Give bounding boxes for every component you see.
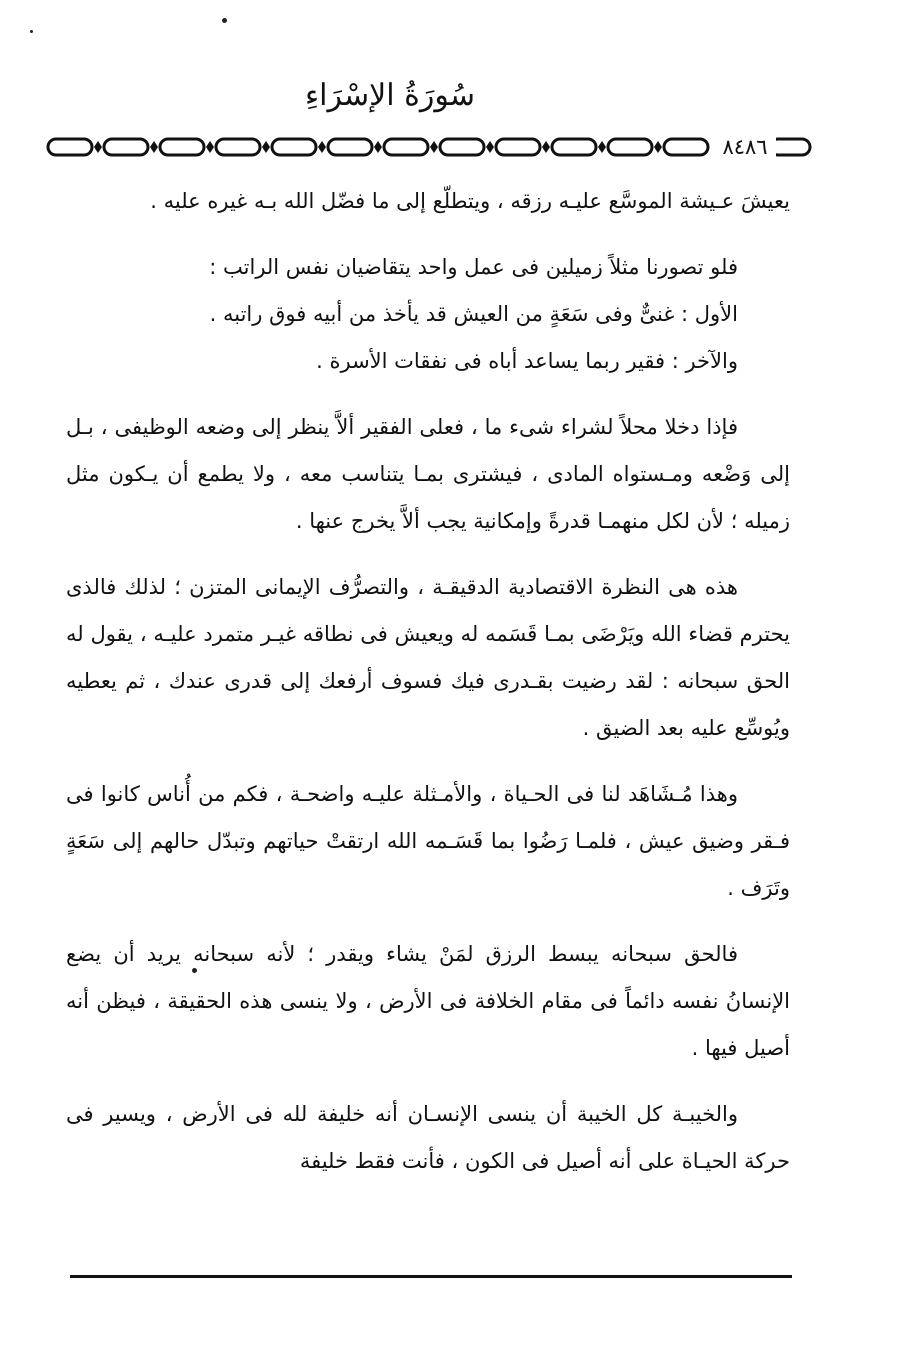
surah-title: سُورَةُ الإسْرَاءِ xyxy=(305,78,475,113)
scan-speck xyxy=(192,968,197,973)
paragraph: الأول : غنىٌّ وفى سَعَةٍ من العيش قد يأخذ من أبيه فوق راتبه . xyxy=(209,302,738,326)
scan-speck xyxy=(222,18,227,23)
ornamental-chain-divider xyxy=(44,134,814,160)
footer-rule xyxy=(70,1275,792,1278)
body-text xyxy=(66,178,790,1185)
paragraph: فالحق سبحانه يبسط الرزق لمَنْ يشاء ويقدر ؛ لأنه سبحانه يريد أن يضع الإنسانُ نفسه دائماً فى مقام الخلافة فى الأرض ، ولا ينسى هذه الحقيقة ، فيظن أنه أصيل فيها . xyxy=(66,942,790,1060)
paragraph: يعيشَ عـيشة الموسَّع عليـه رزقه ، ويتطلّع إلى ما فضّل الله بـه غيره عليه . xyxy=(150,189,790,213)
paragraph: فلو تصورنا مثلاً زميلين فى عمل واحد يتقاضيان نفس الراتب : xyxy=(209,255,738,279)
paragraph: فإذا دخلا محلاً لشراء شىء ما ، فعلى الفقير ألاَّ ينظر إلى وضعه الوظيفى ، بـل إلى وَضْعه ومـستواه المادى ، فيشترى بمـا يتناسب معه ، ولا يطمع أن يـكون مثل زميله ؛ لأن لكل منهمـا قدرةً وإمكانية يجب ألاَّ يخرج عنها . xyxy=(66,415,790,533)
scan-speck xyxy=(30,30,33,33)
paragraph: هذه هى النظرة الاقتصادية الدقيقـة ، والتصرُّف الإيمانى المتزن ؛ لذلك فالذى يحترم قضاء الله ويَرْضَى بمـا قَسَمه له ويعيش فى نطاقه غيـر متمرد عليـه ، يقول له الحق سبحانه : لقد رضيت بقـدرى فيك فسوف أرفعك إلى قدرى عندك ، ثم يعطيه ويُوسِّع عليه بعد الضيق . xyxy=(66,575,790,740)
page-number: ٨٤٨٦ xyxy=(714,134,776,160)
paragraph: وهذا مُـشَاهَد لنا فى الحـياة ، والأمـثلة عليـه واضحـة ، فكم من أُناس كانوا فى فـقر وضيق عيش ، فلمـا رَضُوا بما قَسَـمه الله ارتقتْ حياتهم وتبدّل حالهم إلى سَعَةٍ وتَرَف . xyxy=(66,782,790,900)
paragraph: والآخر : فقير ربما يساعد أباه فى نفقات الأسرة . xyxy=(316,349,738,373)
paragraph: والخيبـة كل الخيبة أن ينسى الإنسـان أنه خليفة لله فى الأرض ، ويسير فى حركة الحيـاة على أنه أصيل فى الكون ، فأنت فقط خليفة xyxy=(66,1102,790,1173)
